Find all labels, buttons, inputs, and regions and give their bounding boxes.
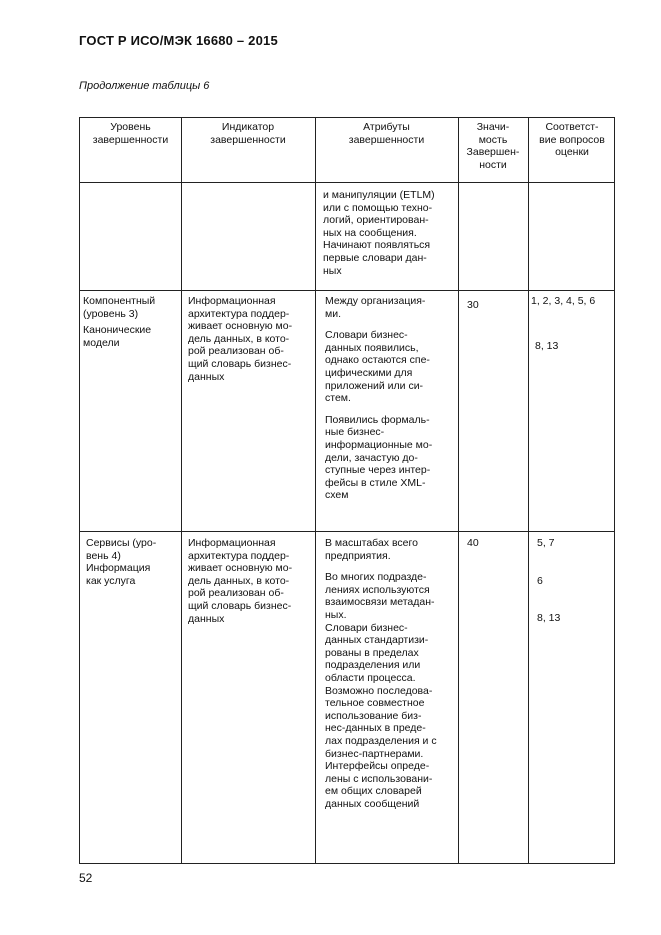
column-divider [181, 118, 182, 863]
column-divider [315, 118, 316, 863]
column-header-significance: Значи- мость Завершен- ности [466, 121, 520, 171]
questions-cell: 5, 7 6 8, 13 [537, 537, 561, 625]
column-header-level: Уровень завершенности [92, 121, 169, 146]
level-cell: Компонентный (уровень 3) Канонические модели [83, 295, 156, 349]
level-cell: Сервисы (уро- вень 4) Информация как услуга [86, 537, 157, 587]
significance-cell: 30 [467, 299, 479, 311]
column-header-indicator: Индикатор завершенности [210, 121, 286, 146]
indicator-cell: Информационная архитектура поддер- живает основную мо- дель данных, в кото- рой реализован об- щий словарь бизнес- данных [188, 295, 293, 383]
table-6-continued [79, 117, 615, 864]
attributes-cell: Между организация- ми. Словари бизнес- данных появились, однако остаются спе- цифическими для приложений или си- стем. Появились формаль- ные бизнес- информационные мо- дели, зачастую до- ступные через интер- фейсы в стиле XML- схем [325, 295, 433, 502]
document-header: ГОСТ Р ИСО/МЭК 16680 – 2015 [79, 33, 278, 48]
row-divider [80, 182, 614, 183]
table-continuation-caption: Продолжение таблицы 6 [79, 80, 210, 92]
attributes-cell: и манипуляции (ETLM) или с помощью техно- логий, ориентирован- ных на сообщения. Начинают появляться первые словари дан- ных [323, 189, 435, 277]
attributes-cell: В масштабах всего предприятия. Во многих подразде- лениях используются взаимосвязи метадан- ных. Словари бизнес- данных стандартизи- рованы в пределах подразделения или области процесса. Возможно последова- тельное совместное использование биз- нес-данных в преде- лах подразделения и с бизнес-партнерами. Интерфейсы опреде- лены с использовани- ем общих словарей данных сообщений [325, 537, 437, 810]
row-divider [80, 290, 614, 291]
page-number: 52 [79, 871, 93, 885]
questions-cell: 1, 2, 3, 4, 5, 6 8, 13 [531, 295, 596, 352]
indicator-cell: Информационная архитектура поддер- живает основную мо- дель данных, в кото- рой реализован об- щий словарь бизнес- данных [188, 537, 293, 625]
row-divider [80, 531, 614, 532]
significance-cell: 40 [467, 537, 479, 549]
column-header-attributes: Атрибуты завершенности [348, 121, 425, 146]
column-divider [528, 118, 529, 863]
column-header-questions: Соответст- вие вопросов оценки [539, 121, 605, 159]
column-divider [458, 118, 459, 863]
